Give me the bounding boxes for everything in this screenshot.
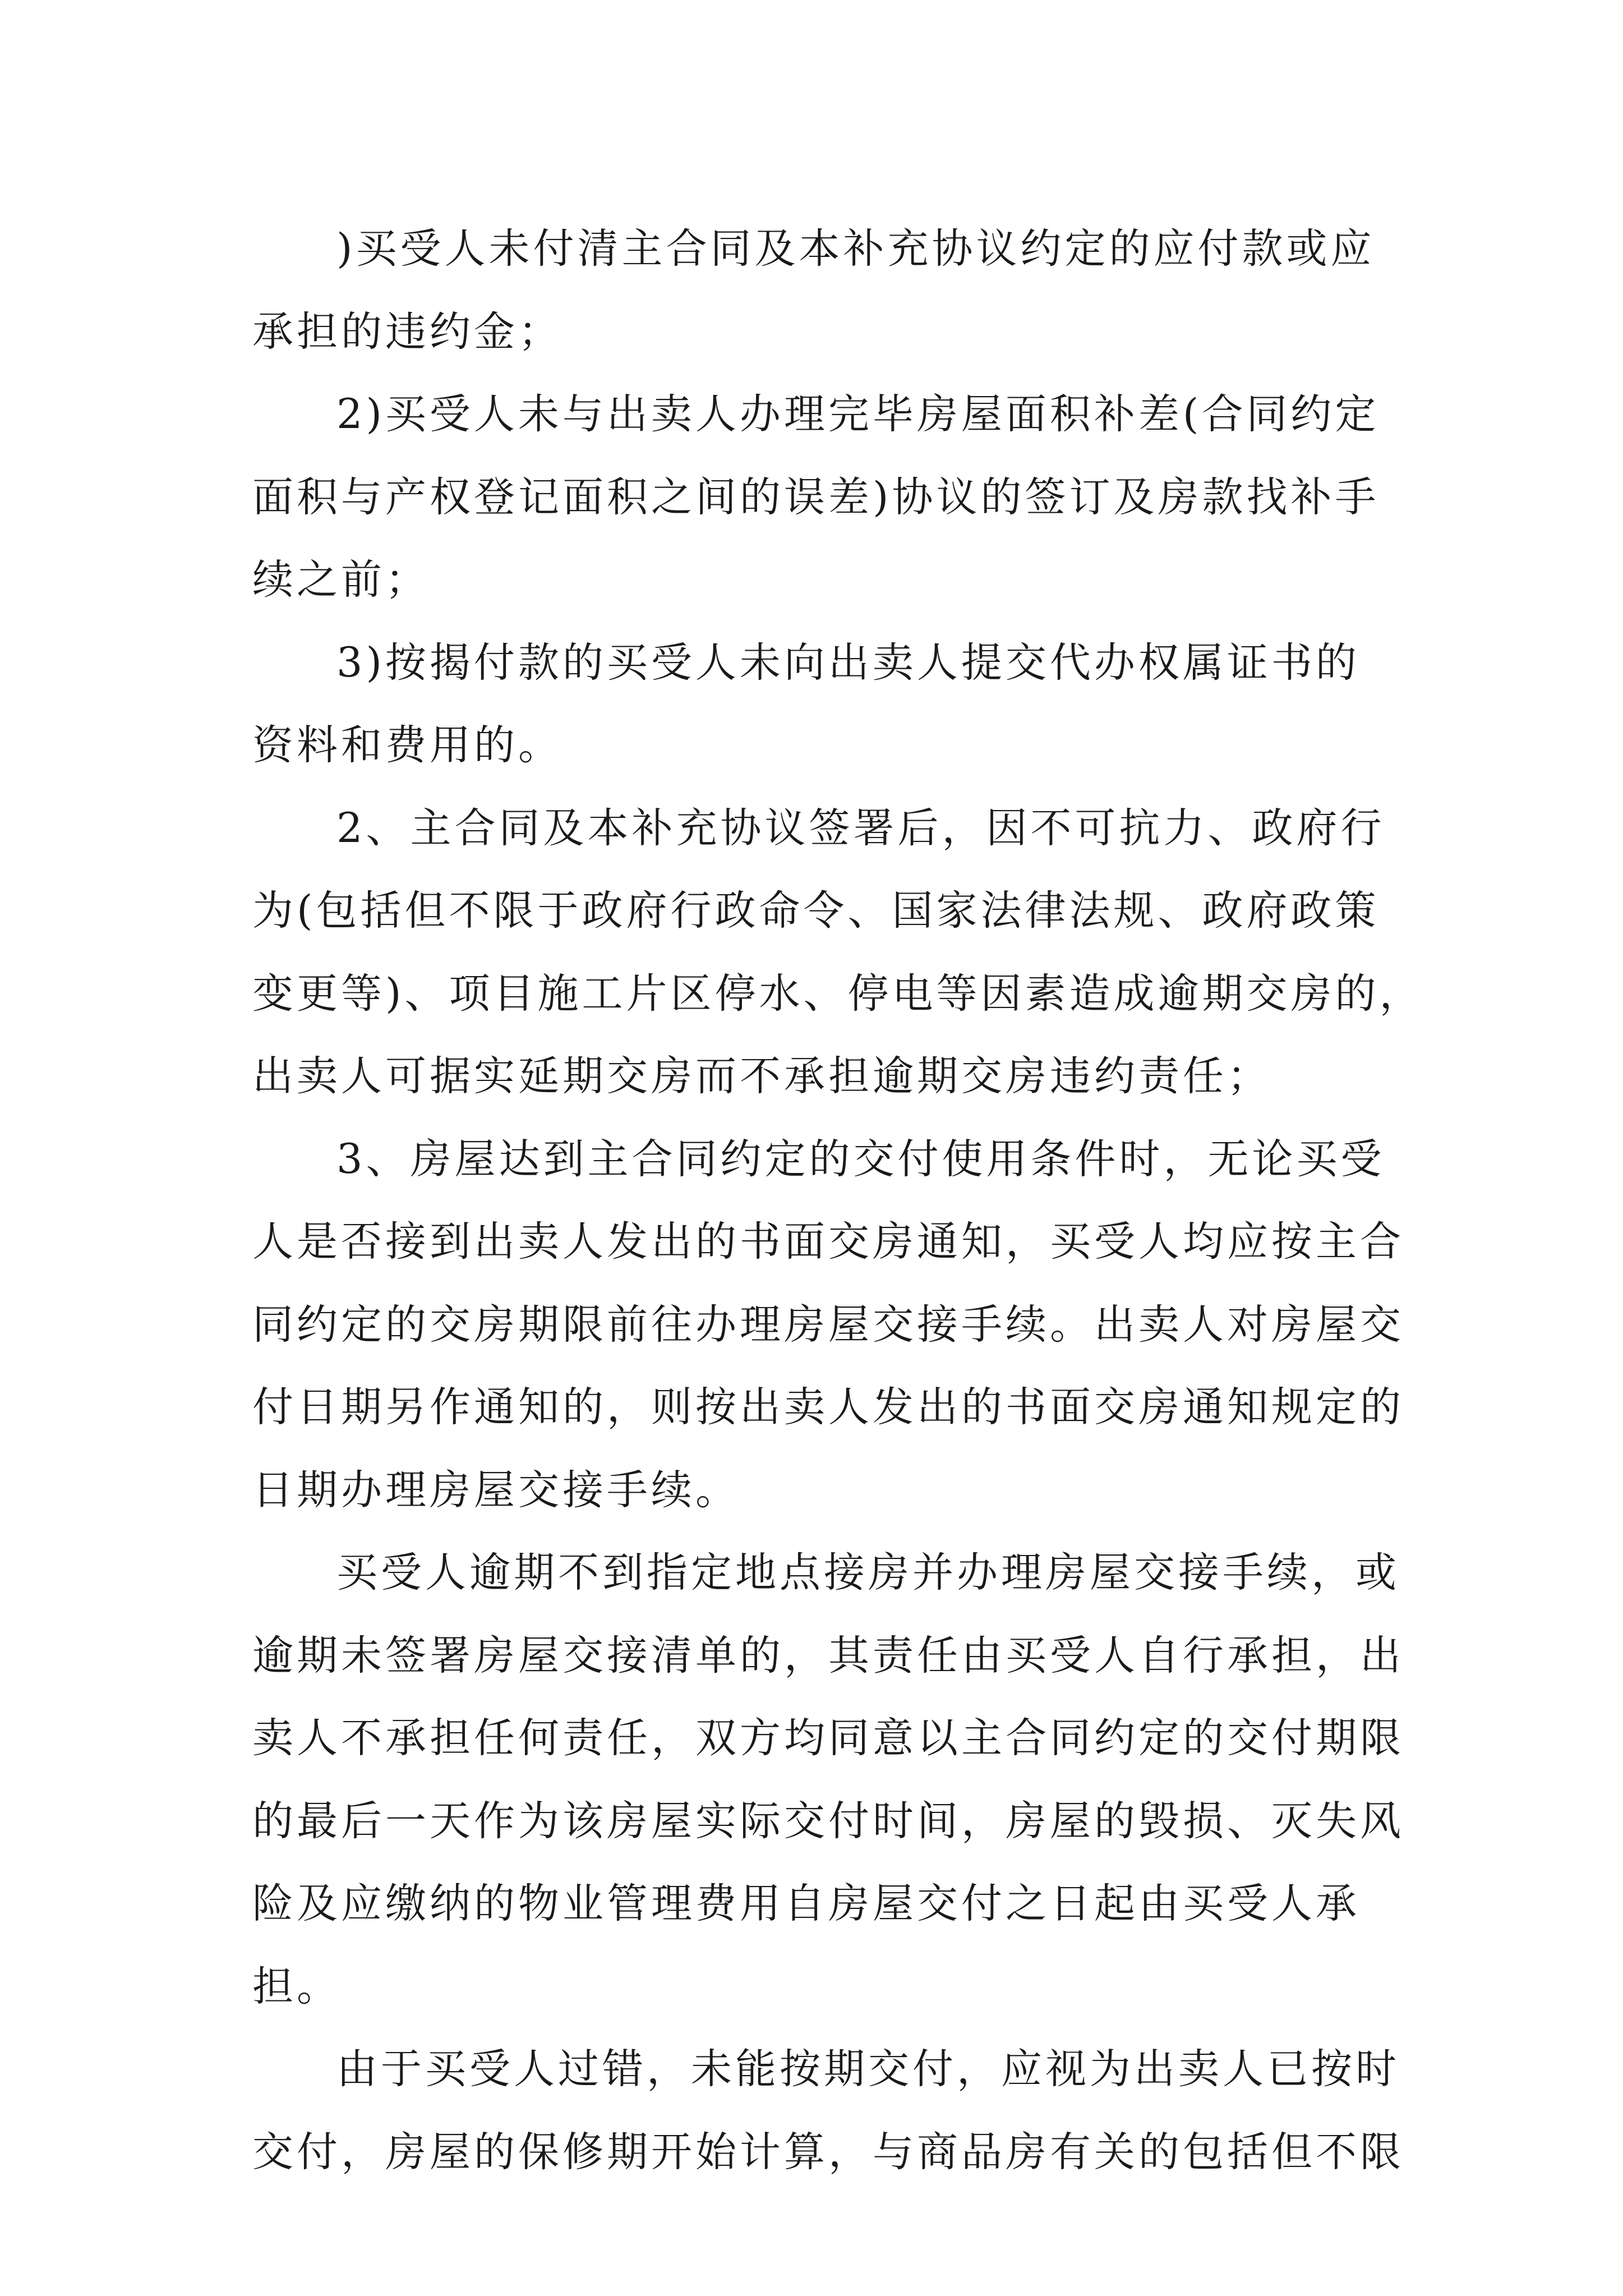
paragraph-buyer-fault [252,2028,1404,2193]
text-line: 资料和费用的。 [252,721,562,769]
text-line: 出卖人可据实延期交房而不承担逾期交房违约责任； [252,1052,1271,1100]
paragraph-clause-3 [252,1118,1404,1532]
text-line: 为(包括但不限于政府行政命令、国家法律法规、政府政策 [252,887,1380,935]
paragraph-late-acceptance [252,1531,1404,2028]
text-line: 逾期未签署房屋交接清单的，其责任由买受人自行承担，出 [252,1631,1404,1680]
text-line: 面积与产权登记面积之间的误差)协议的签订及房款找补手 [252,473,1380,521]
text-line: 同约定的交房期限前往办理房屋交接手续。出卖人对房屋交 [252,1300,1404,1349]
paragraph-clause-1-item-3 [252,622,1374,787]
text-line: 交付，房屋的保修期开始计算，与商品房有关的包括但不限 [252,2128,1404,2176]
text-line: 人是否接到出卖人发出的书面交房通知，买受人均应按主合 [252,1218,1404,1266]
text-line: 由于买受人过错，未能按期交付，应视为出卖人已按时 [336,2045,1400,2093]
text-line: 险及应缴纳的物业管理费用自房屋交付之日起由买受人承 [252,1880,1360,1927]
text-line: 承担的违约金； [252,307,562,356]
text-line: 3、房屋达到主合同约定的交付使用条件时，无论买受 [336,1135,1385,1183]
text-line: 日期办理房屋交接手续。 [252,1466,740,1514]
text-line: 付日期另作通知的，则按出卖人发出的书面交房通知规定的 [252,1383,1404,1431]
text-line: 担。 [252,1962,341,2010]
paragraph-clause-2 [252,787,1424,1118]
document-body [252,208,1424,2193]
text-line: 变更等)、项目施工片区停水、停电等因素造成逾期交房的， [252,969,1424,1018]
text-line: 3)按揭付款的买受人未向出卖人提交代办权属证书的 [336,638,1360,687]
text-line: 续之前； [252,556,430,604]
text-line: )买受人未付清主合同及本补充协议约定的应付款或应 [336,225,1375,273]
paragraph-clause-1-item-2 [252,373,1380,622]
text-line: 2、主合同及本补充协议签署后，因不可抗力、政府行 [336,804,1385,852]
text-line: 卖人不承担任何责任，双方均同意以主合同约定的交付期限 [252,1714,1404,1762]
text-line: 2)买受人未与出卖人办理完毕房屋面积补差(合同约定 [336,390,1380,438]
text-line: 的最后一天作为该房屋实际交付时间，房屋的毁损、灭失风 [252,1797,1404,1845]
paragraph-clause-1-item-1 [252,208,1374,373]
text-line: 买受人逾期不到指定地点接房并办理房屋交接手续，或 [336,1549,1400,1596]
